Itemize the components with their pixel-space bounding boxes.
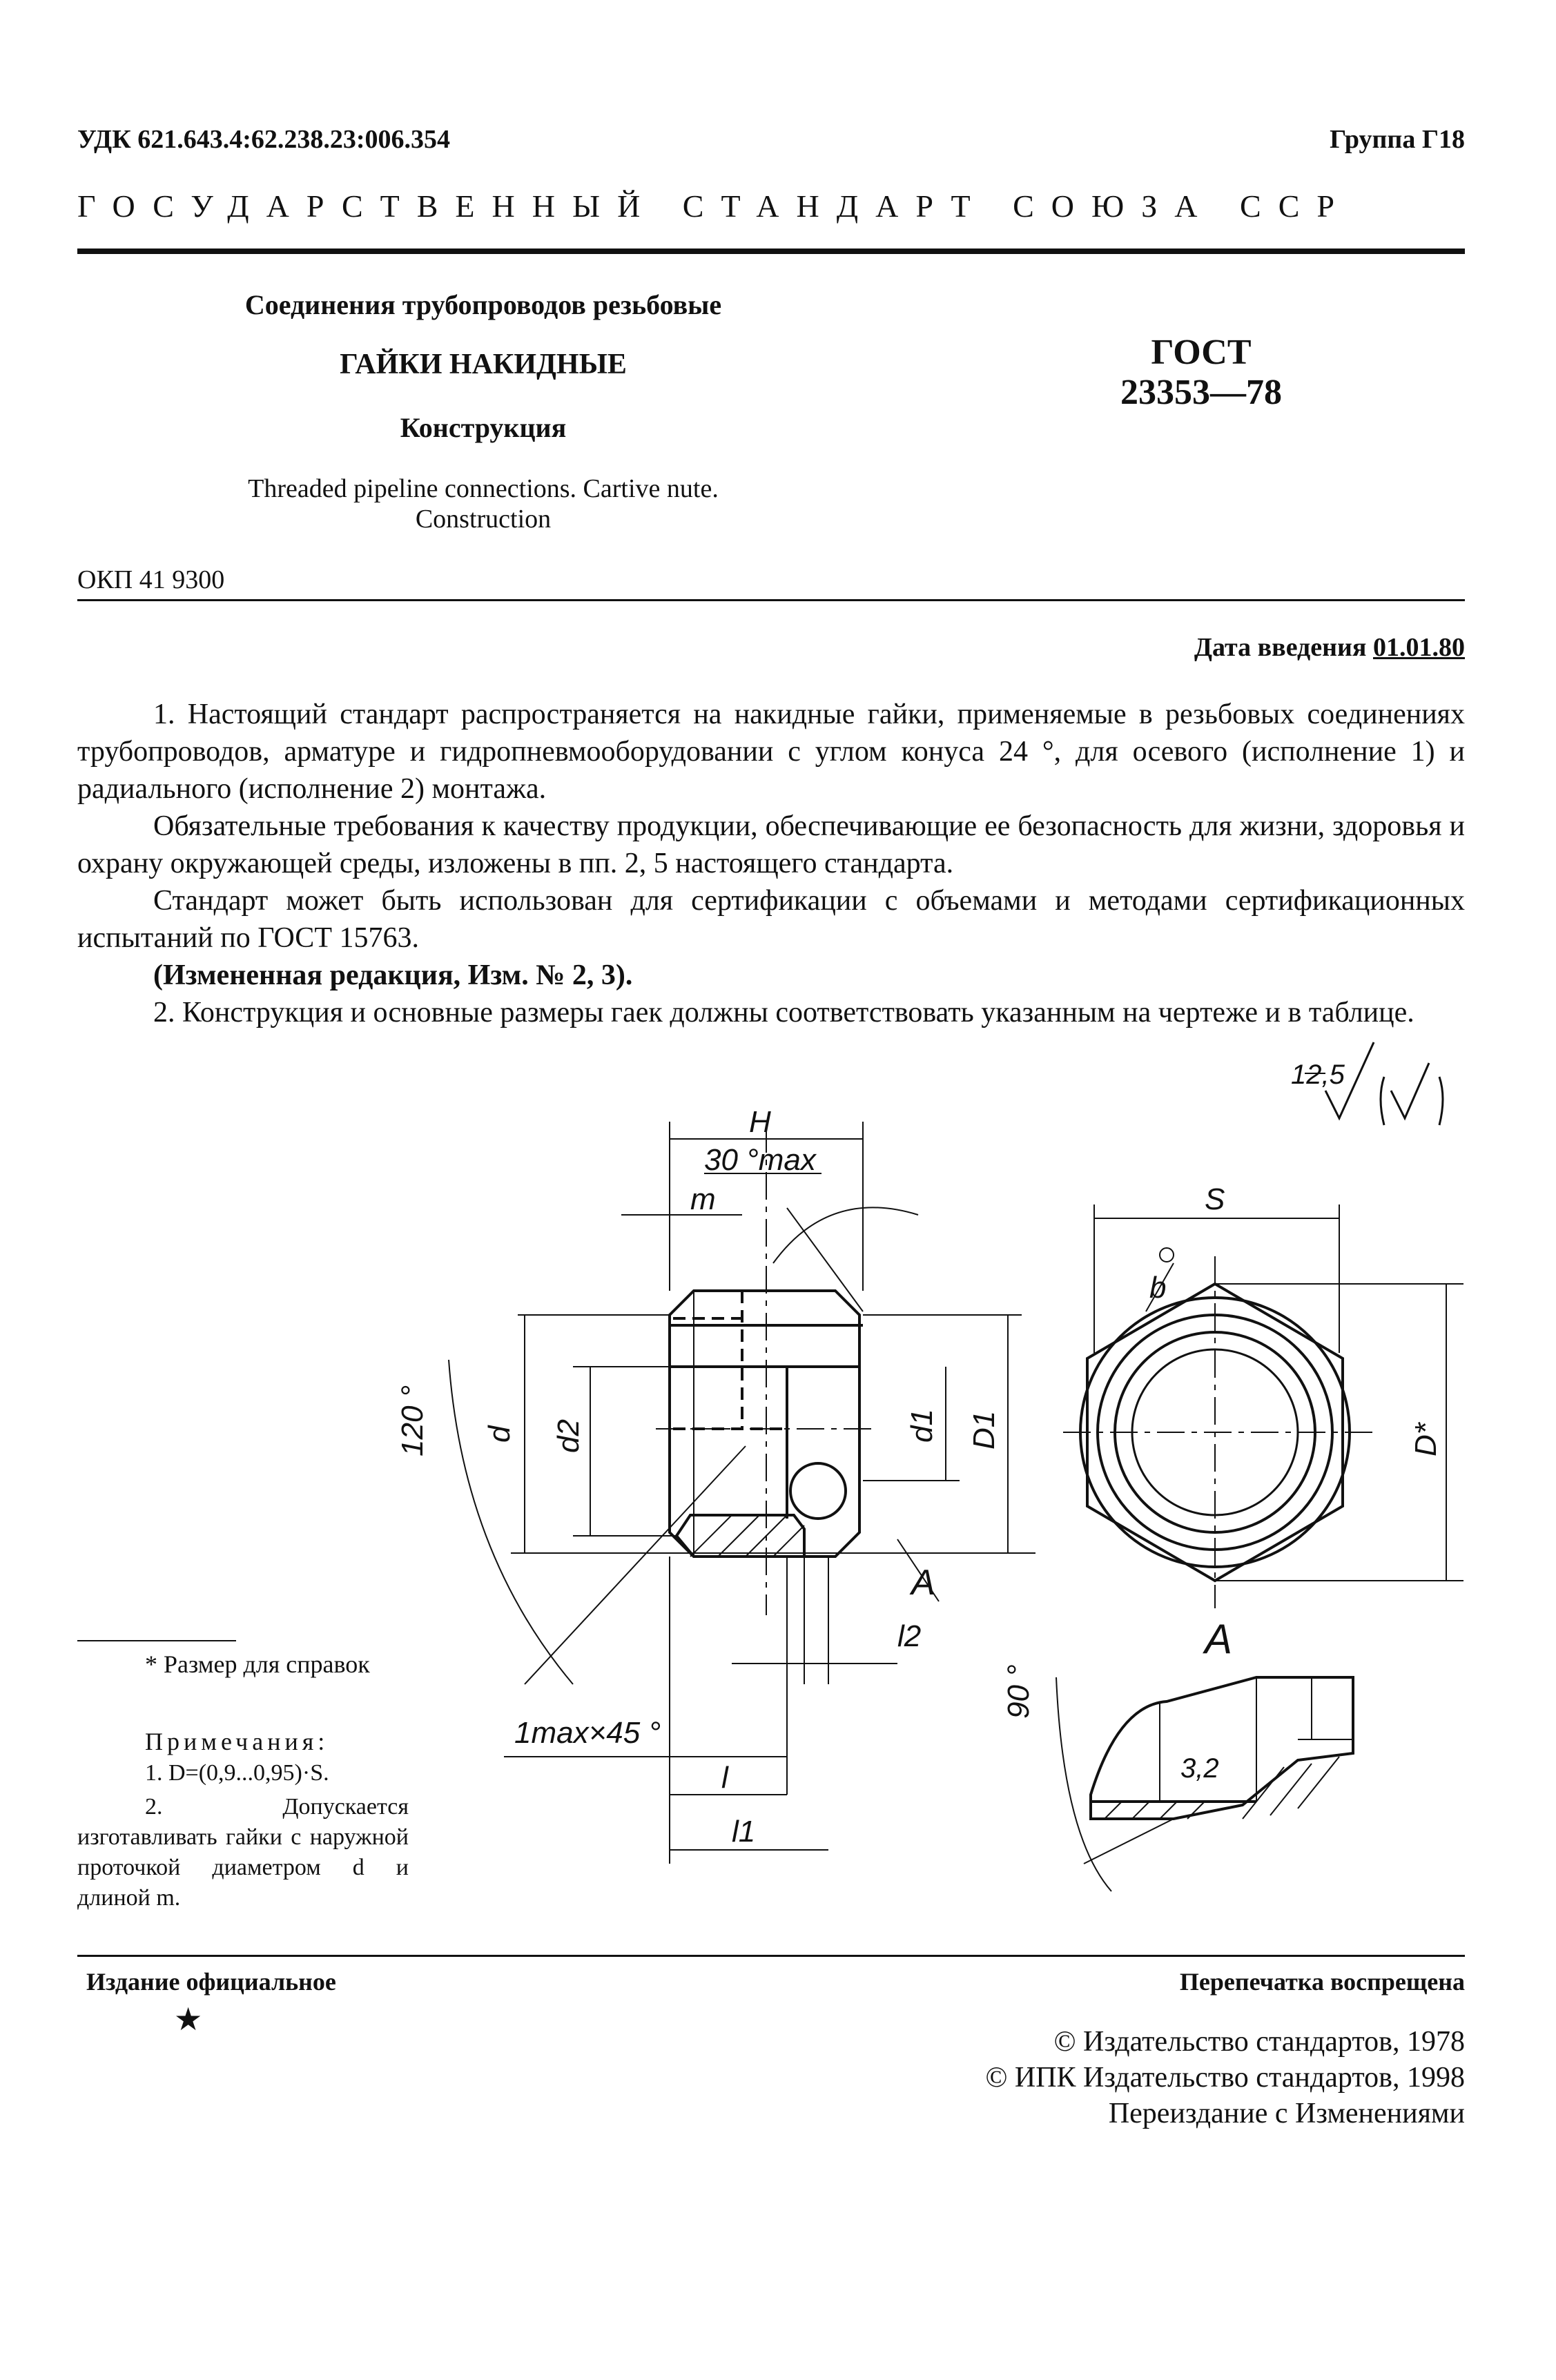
star-mark: ★ xyxy=(174,2002,203,2037)
label-H: H xyxy=(749,1105,771,1139)
label-chamfer-1max: 1max×45 ° xyxy=(514,1716,661,1750)
footnote-rule xyxy=(77,1640,236,1641)
note-1: 1. D=(0,9...0,95)·S. xyxy=(145,1760,329,1786)
label-b: b xyxy=(1149,1271,1167,1305)
intro-date-value: 01.01.80 xyxy=(1373,633,1465,662)
notes-title: Примечания: xyxy=(145,1728,329,1755)
label-roughness-3-2: 3,2 xyxy=(1180,1753,1219,1784)
intro-date-label: Дата введения xyxy=(1194,633,1367,662)
english-title-line1: Threaded pipeline connections. Cartive nute. xyxy=(248,474,719,503)
title-line1: Соединения трубопроводов резьбовые xyxy=(244,289,722,320)
label-l1: l1 xyxy=(732,1815,756,1849)
label-Dstar: D* xyxy=(1409,1423,1443,1456)
label-m: m xyxy=(690,1182,716,1216)
label-d: d xyxy=(483,1425,516,1443)
label-A-marker: A xyxy=(911,1563,935,1603)
gost-number: 23353—78 xyxy=(1120,373,1282,412)
group-code: Группа Г18 xyxy=(1330,125,1465,154)
label-view-A: A xyxy=(1205,1616,1233,1662)
label-l: l xyxy=(721,1761,728,1795)
english-title-line2: Construction xyxy=(415,505,552,534)
paragraph-2: Обязательные требования к качеству продукции, обеспечивающие ее безопасность для жизни, здоровья и охрану окружающей среды, изложены в пп. 2, 5 настоящего стандарта. xyxy=(77,810,1465,879)
label-d2: d2 xyxy=(552,1419,585,1453)
paragraph-5: 2. Конструкция и основные размеры гаек должны соответствовать указанным на чертеже и в таблице. xyxy=(153,997,1414,1028)
reissue-note: Переиздание с Изменениями xyxy=(1108,2098,1465,2129)
label-roughness: 12,5 xyxy=(1291,1060,1345,1090)
label-S: S xyxy=(1205,1182,1225,1216)
reprint-prohibited: Перепечатка воспрещена xyxy=(1179,1968,1465,1996)
label-d1: d1 xyxy=(905,1409,939,1443)
note-2: 2. Допускается изготавливать гайки с наружной проточкой диаметром d и длиной m. xyxy=(77,1794,409,1911)
title-line3: Конструкция xyxy=(400,412,567,443)
copyright-1978: © Издательство стандартов, 1978 xyxy=(1053,2026,1465,2058)
label-chamfer-angle: 30 °max xyxy=(704,1143,816,1177)
paragraph-1: 1. Настоящий стандарт распространяется на накидные гайки, применяемые в резьбовых соединениях трубопроводов, арматуре и гидропневмооборудовании с углом конуса 24 °, для осевого (исполнение 1) и радиального (исполнение 2) монтажа. xyxy=(77,699,1465,805)
state-standard-banner: ГОСУДАРСТВЕННЫЙ СТАНДАРТ СОЮЗА ССР xyxy=(77,188,1352,224)
label-angle-120: 120 ° xyxy=(396,1385,429,1456)
title-line2: ГАЙКИ НАКИДНЫЕ xyxy=(340,349,627,380)
paragraph-3: Стандарт может быть использован для сертификации с объемами и методами сертификационных испытаний по ГОСТ 15763. xyxy=(77,885,1465,954)
label-l2: l2 xyxy=(897,1619,922,1653)
udk-code: УДК 621.643.4:62.238.23:006.354 xyxy=(77,125,451,154)
label-angle-90: 90 ° xyxy=(1002,1664,1035,1719)
label-D1: D1 xyxy=(967,1410,1001,1450)
footer-rule xyxy=(77,1955,1465,1957)
official-edition: Издание официальное xyxy=(86,1968,336,1996)
reference-note: * Размер для справок xyxy=(145,1650,370,1678)
okp-code: ОКП 41 9300 xyxy=(77,565,225,594)
gost-label: ГОСТ xyxy=(1151,333,1252,372)
paragraph-4: (Измененная редакция, Изм. № 2, 3). xyxy=(153,959,633,991)
copyright-1998: © ИПК Издательство стандартов, 1998 xyxy=(985,2062,1465,2094)
